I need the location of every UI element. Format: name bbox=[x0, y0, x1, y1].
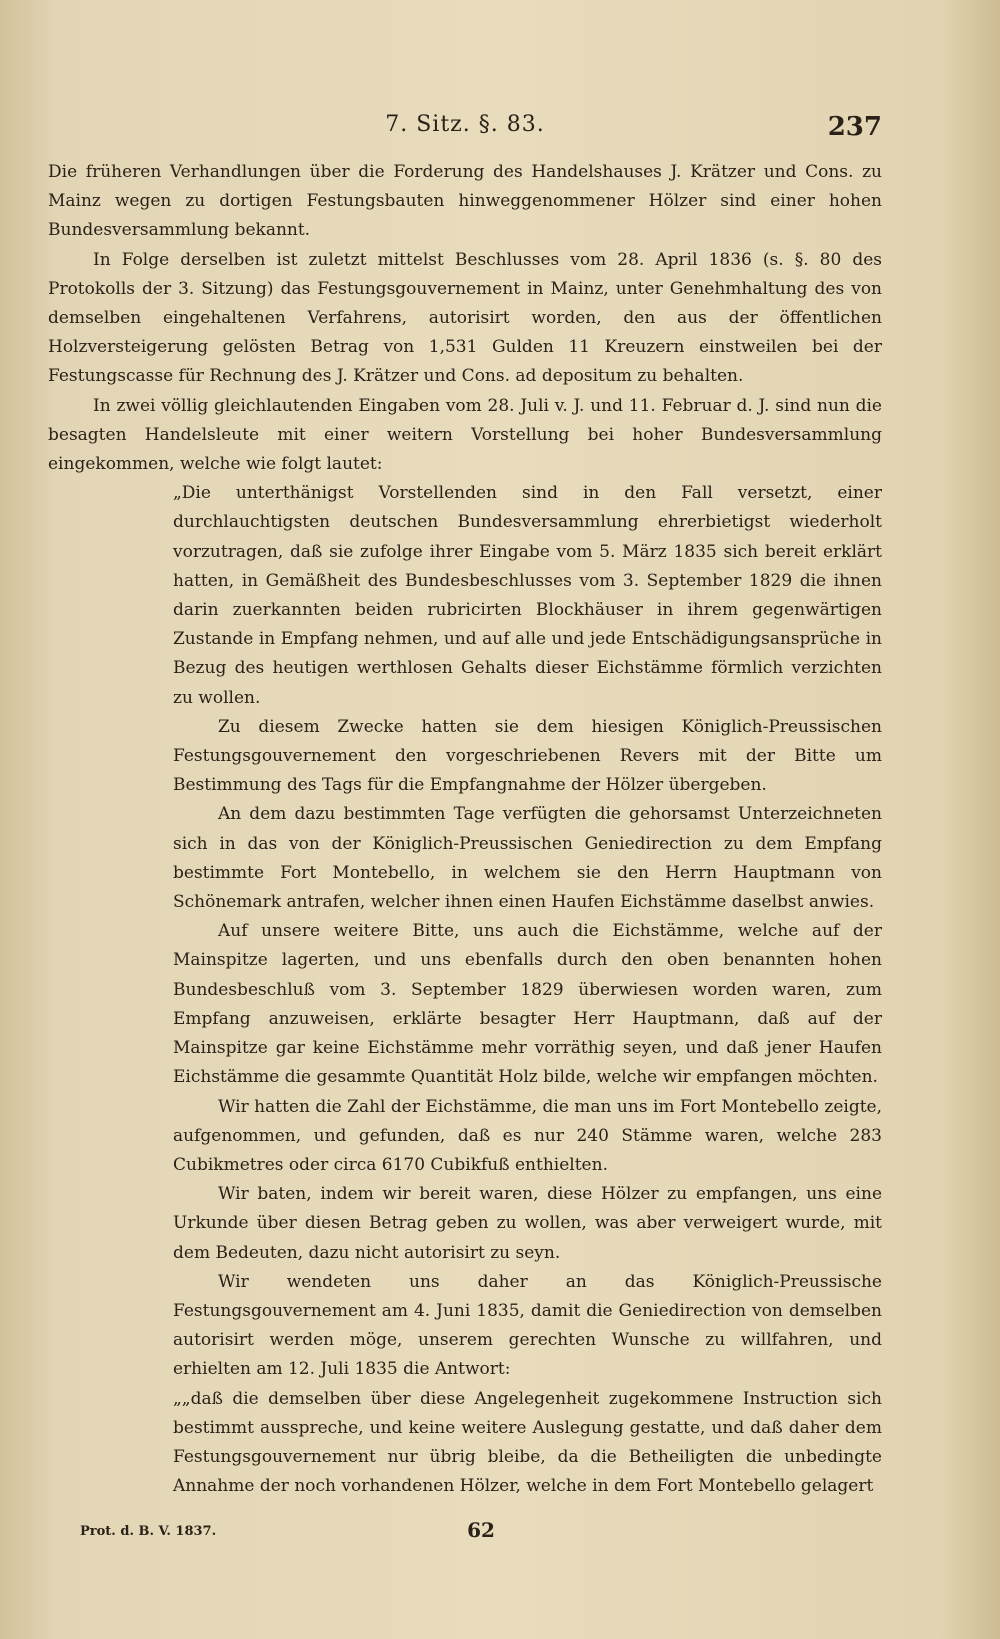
quoted-paragraph: „Die unterthänigst Vorstellenden sind in den Fall versetzt, einer durchlauchtigsten deutschen Bundesversammlung ehrerbietigst wiederholt vorzutragen, daß sie zufolge ihrer Eingabe vom 5. März 1835 sich bereit erklärt hatten, in Gemäßheit des Bundesbeschlusses vom 3. September 1829 die ihnen darin zuerkannten beiden rubricirten Blockhäuser in ihrem gegenwärtigen Zustande in Empfang nehmen, und auf alle und jede Entschädigungsansprüche in Bezug des heutigen werthlosen Gehalts dieser Eichstämme förmlich verzichten zu wollen. bbox=[173, 483, 882, 708]
body-text bbox=[48, 158, 882, 1501]
quoted-paragraph: Wir baten, indem wir bereit waren, diese Hölzer zu empfangen, uns eine Urkunde über diesen Betrag geben zu wollen, was aber verweigert wurde, mit dem Bedeuten, dazu nicht autorisirt zu seyn. bbox=[173, 1184, 882, 1263]
signature-mark: Prot. d. B. V. 1837. bbox=[80, 1524, 217, 1539]
paragraph: Die früheren Verhandlungen über die Forderung des Handelshauses J. Krätzer und Cons. zu Mainz wegen zu dortigen Festungsbauten hinweggenommener Hölzer sind einer hohen Bundesversammlung bekannt. bbox=[48, 162, 882, 241]
paragraph: In zwei völlig gleichlautenden Eingaben vom 28. Juli v. J. und 11. Februar d. J. sind nun die besagten Handelsleute mit einer weitern Vorstellung bei hoher Bundesversammlung eingekommen, welche wie folgt lautet: bbox=[48, 395, 882, 475]
page-header bbox=[48, 112, 882, 146]
quoted-paragraph: Wir hatten die Zahl der Eichstämme, die man uns im Fort Montebello zeigte, aufgenommen, und gefunden, daß es nur 240 Stämme waren, welche 283 Cubikmetres oder circa 6170 Cubikfuß enthielten. bbox=[173, 1096, 882, 1175]
quoted-paragraph: Auf unsere weitere Bitte, uns auch die Eichstämme, welche auf der Mainspitze lagerten, und uns ebenfalls durch den oben benannten hohen Bundesbeschluß vom 3. September 1829 überwiesen worden waren, zum Empfang anzuweisen, erklärte besagter Herr Hauptmann, daß auf der Mainspitze gar keine Eichstämme mehr vorräthig seyen, und daß jener Haufen Eichstämme die gesammte Quantität Holz bilde, welche wir empfangen möchten. bbox=[173, 921, 882, 1088]
running-head: 7. Sitz. §. 83. bbox=[385, 112, 545, 137]
quoted-paragraph: Zu diesem Zwecke hatten sie dem hiesigen Königlich-Preussischen Festungsgouvernement den vorgeschriebenen Revers mit der Bitte um Bestimmung des Tags für die Empfangnahme der Hölzer übergeben. bbox=[173, 716, 882, 796]
sheet-number: 62 bbox=[467, 1518, 495, 1542]
quoted-paragraph: An dem dazu bestimmten Tage verfügten die gehorsamst Unterzeichneten sich in das von der Königlich-Preussischen Geniedirection zu dem Empfang bestimmte Fort Montebello, in welchem sie den Herrn Hauptmann von Schönemark antrafen, welcher ihnen einen Haufen Eichstämme daselbst anwies. bbox=[173, 804, 882, 913]
quoted-paragraph: Wir wendeten uns daher an das Königlich-Preussische Festungsgouvernement am 4. Juni 1835, damit die Geniedirection von demselben autorisirt werden möge, unserem gerechten Wunsche zu willfahren, und erhielten am 12. Juli 1835 die Antwort: bbox=[173, 1271, 882, 1380]
nested-quote-paragraph: „„daß die demselben über diese Angelegenheit zugekommene Instruction sich bestimmt ausspreche, und keine weitere Auslegung gestatte, und daß daher dem Festungsgouvernement nur übrig bleibe, da die Betheiligten die unbedingte Annahme der noch vorhandenen Hölzer, welche in dem Fort Montebello gelagert bbox=[173, 1388, 882, 1497]
page-number: 237 bbox=[827, 112, 882, 142]
paragraph: In Folge derselben ist zuletzt mittelst Beschlusses vom 28. April 1836 (s. §. 80 des Protokolls der 3. Sitzung) das Festungsgouvernement in Mainz, unter Genehmhaltung des von demselben eingehaltenen Verfahrens, autorisirt worden, den aus der öffentlichen Holzversteigerung gelösten Betrag von 1,531 Gulden 11 Kreuzern einstweilen bei der Festungscasse für Rechnung des J. Krätzer und Cons. ad depositum zu behalten. bbox=[48, 249, 882, 387]
page-footer bbox=[80, 1518, 882, 1548]
